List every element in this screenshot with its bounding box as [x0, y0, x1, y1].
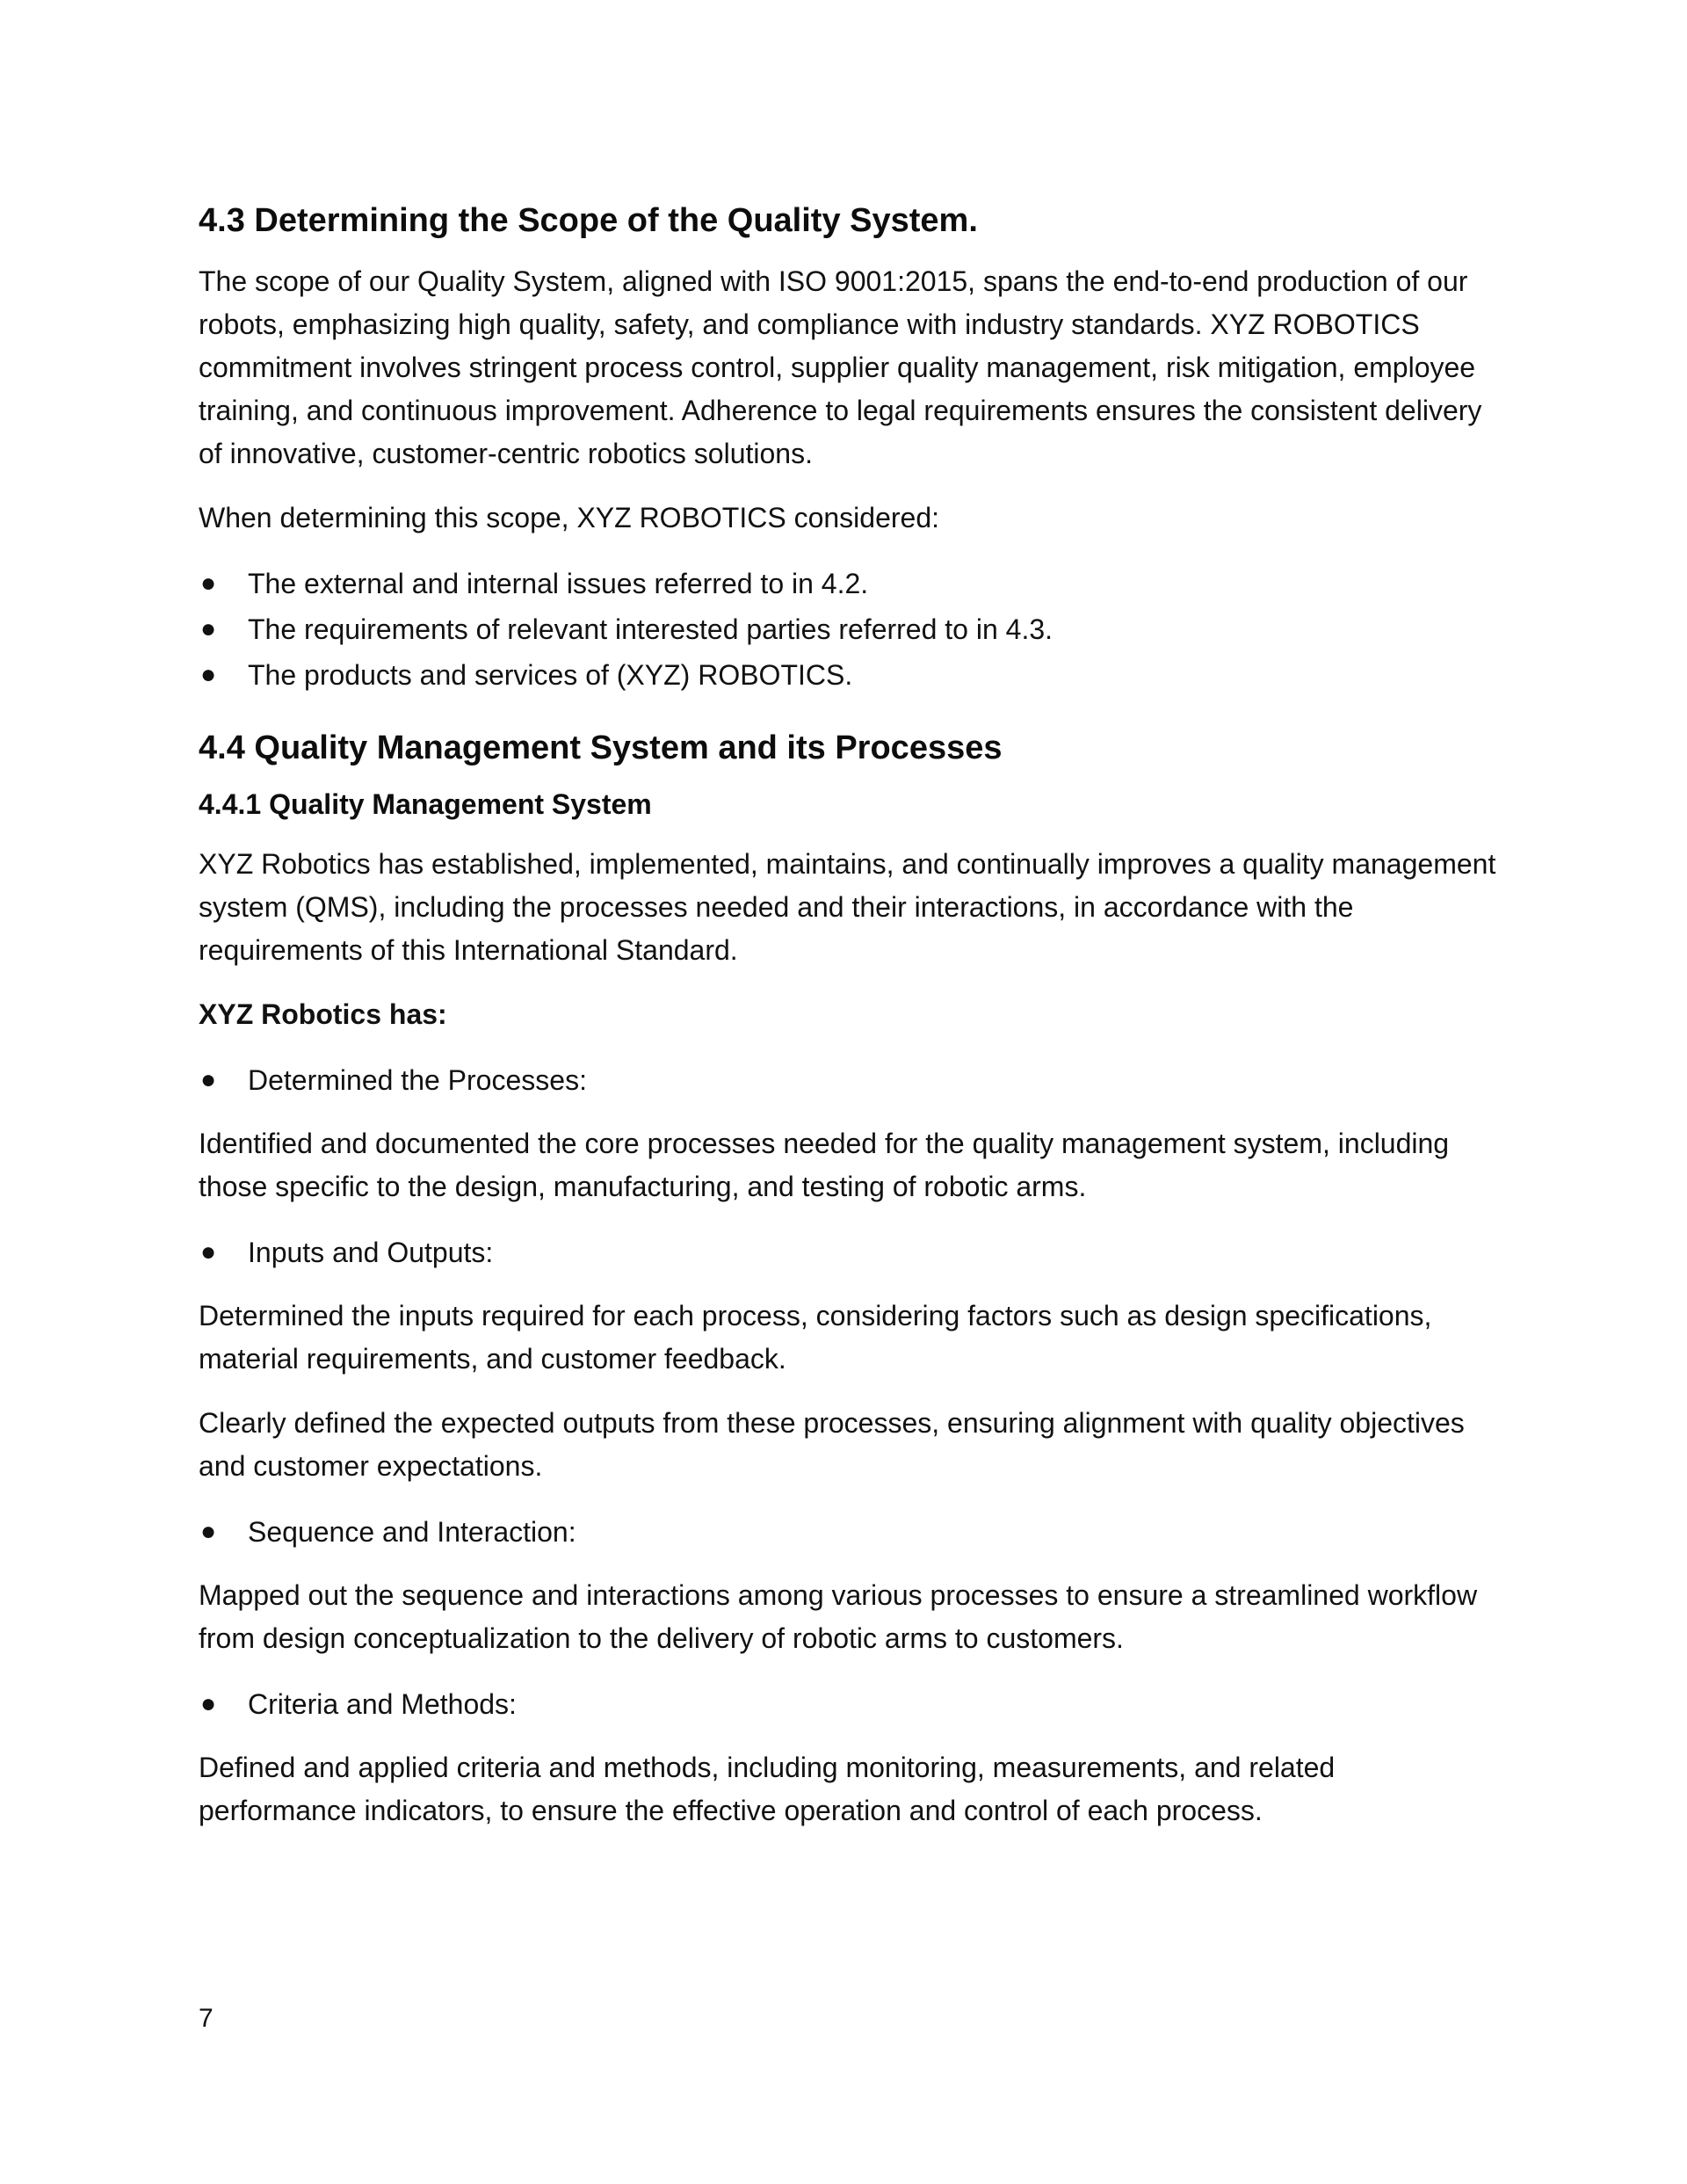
bullet-icon: ● [200, 659, 217, 689]
sequence-bullet [199, 1509, 1499, 1555]
scope-considered-paragraph: When determining this scope, XYZ ROBOTICS considered: [199, 501, 940, 533]
page-content [199, 200, 1499, 1854]
list-item-text: The external and internal issues referred to in 4.2. [248, 567, 869, 599]
criteria-bullet [199, 1681, 1499, 1727]
section-heading-4-3: 4.3 Determining the Scope of the Quality System. [199, 202, 978, 239]
inputs-outputs-bullet [199, 1230, 1499, 1275]
bullet-icon: ● [200, 568, 217, 598]
bullet-icon: ● [200, 613, 217, 643]
processes-paragraph: Identified and documented the core processes needed for the quality management system, including those specific to the design, manufacturing, and testing of robotic arms. [199, 1127, 1450, 1202]
list-item-text: Determined the Processes: [248, 1063, 587, 1096]
page-number: 7 [199, 2004, 214, 2033]
list-item [199, 1230, 1499, 1275]
outputs-paragraph: Clearly defined the expected outputs from these processes, ensuring alignment with quality objectives and customer expectations. [199, 1406, 1465, 1482]
has-label: XYZ Robotics has: [199, 998, 447, 1030]
bullet-icon: ● [200, 1688, 217, 1718]
sub-heading-4-4-1: 4.4.1 Quality Management System [199, 788, 652, 820]
list-item-text: Inputs and Outputs: [248, 1236, 494, 1268]
bullet-icon: ● [200, 1516, 217, 1546]
processes-bullet [199, 1057, 1499, 1103]
list-item [199, 1681, 1499, 1727]
scope-paragraph: The scope of our Quality System, aligned with ISO 9001:2015, spans the end-to-end production of our robots, emphasizing high quality, safety, and compliance with industry standards. XYZ ROBOTICS commitment involves stringent process control, supplier quality management, risk mitigation, employee training, and continuous improvement. Adherence to legal requirements ensures the consistent delivery of innovative, customer-centric robotics solutions. [199, 265, 1482, 469]
list-item-text: The products and services of (XYZ) ROBOTICS. [248, 658, 853, 691]
scope-considerations-list [199, 561, 1499, 698]
sequence-paragraph: Mapped out the sequence and interactions among various processes to ensure a streamlined workflow from design conceptualization to the delivery of robotic arms to customers. [199, 1578, 1478, 1654]
bullet-icon: ● [200, 1064, 217, 1094]
qms-intro-paragraph: XYZ Robotics has established, implemented, maintains, and continually improves a quality management system (QMS), including the processes needed and their interactions, in accordance with the requirements of this International Standard. [199, 847, 1496, 966]
list-item [199, 652, 1499, 698]
section-heading-4-4: 4.4 Quality Management System and its Processes [199, 729, 1003, 766]
bullet-icon: ● [200, 1237, 217, 1266]
list-item-text: The requirements of relevant interested parties referred to in 4.3. [248, 613, 1053, 645]
list-item [199, 561, 1499, 606]
list-item-text: Sequence and Interaction: [248, 1515, 576, 1548]
criteria-paragraph: Defined and applied criteria and methods, including monitoring, measurements, and related performance indicators, to ensure the effective operation and control of each process. [199, 1751, 1336, 1826]
list-item [199, 1509, 1499, 1555]
list-item [199, 606, 1499, 652]
list-item [199, 1057, 1499, 1103]
list-item-text: Criteria and Methods: [248, 1687, 517, 1720]
inputs-paragraph: Determined the inputs required for each process, considering factors such as design specifications, material requirements, and customer feedback. [199, 1299, 1432, 1375]
